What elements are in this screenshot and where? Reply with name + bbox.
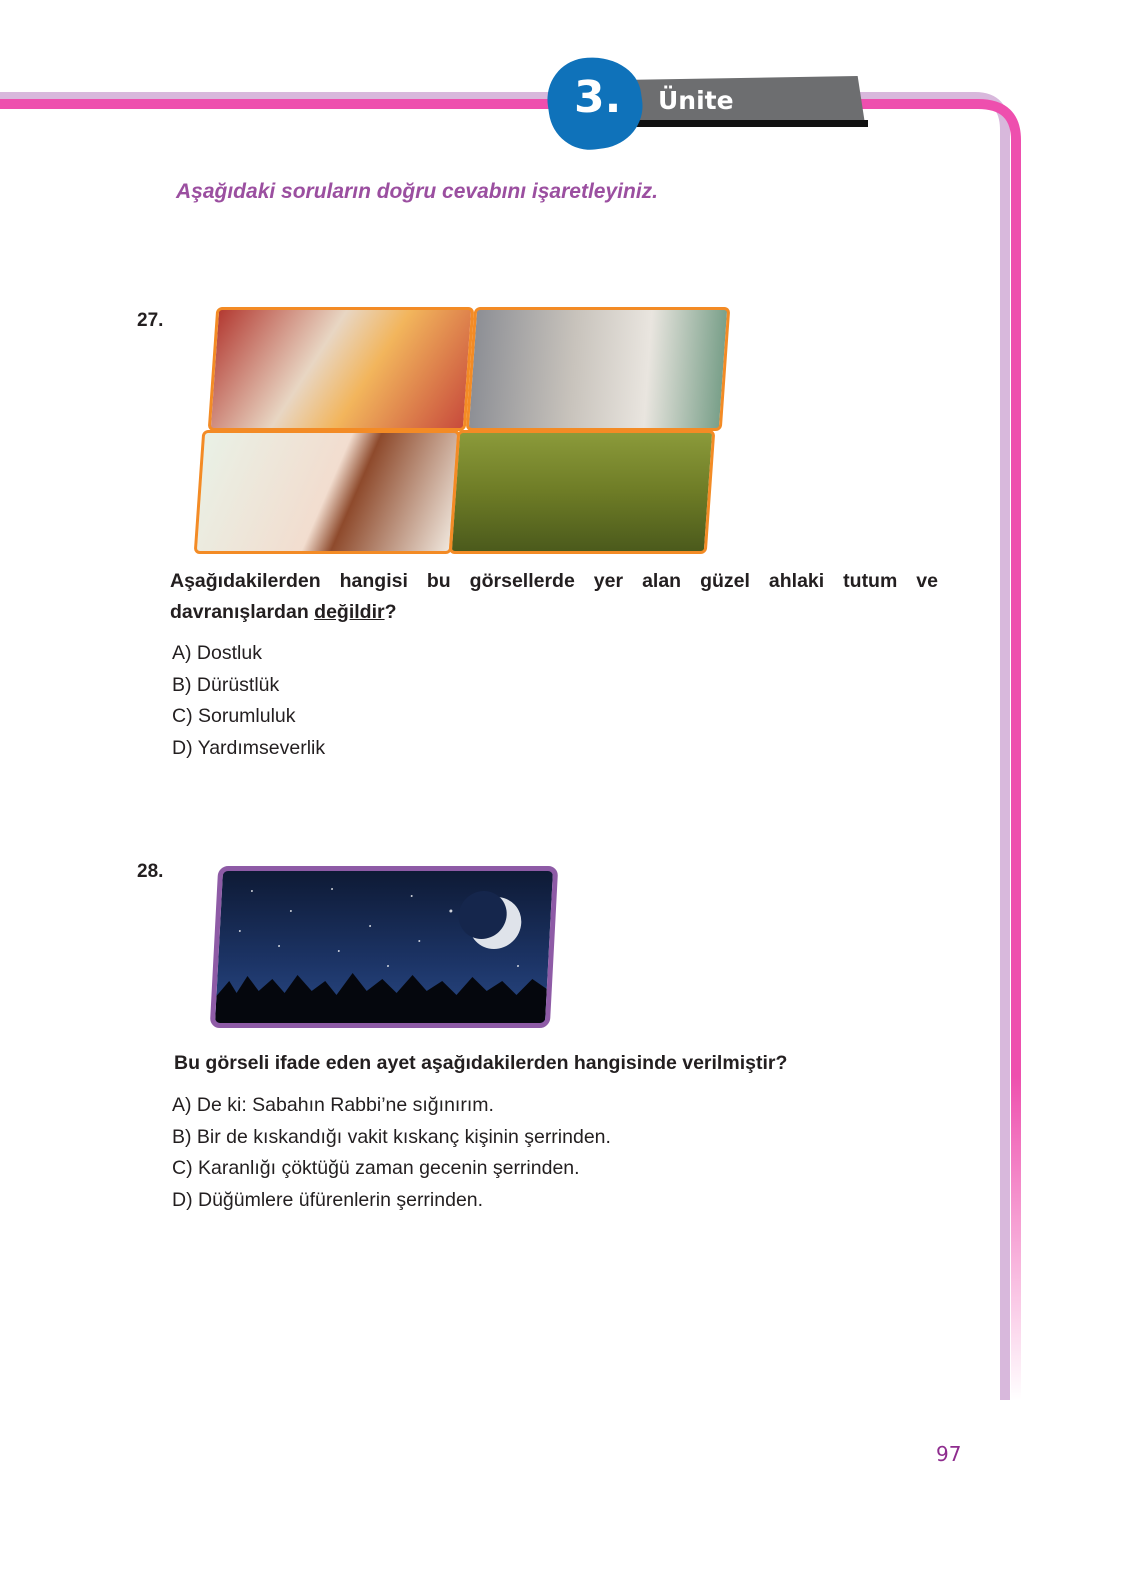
question-text: Bu görseli ifade eden ayet aşağıdakilerden hangisinde verilmiştir? bbox=[174, 1052, 788, 1074]
friends-in-field-photo bbox=[449, 430, 716, 554]
options-list bbox=[172, 1090, 611, 1216]
forest-silhouette bbox=[215, 973, 548, 1023]
night-sky-photo bbox=[210, 866, 558, 1028]
question-text-underlined: değildir bbox=[314, 601, 385, 623]
boy-studying-photo bbox=[466, 307, 731, 431]
night-sky-illustration bbox=[215, 871, 553, 1023]
option-b[interactable]: B) Bir de kıskandığı vakit kıskanç kişinin şerrinden. bbox=[172, 1125, 611, 1148]
unit-tab-shadow bbox=[620, 120, 868, 127]
helping-elderly-photo bbox=[194, 430, 461, 554]
option-d[interactable]: D) Yardımseverlik bbox=[172, 736, 326, 759]
question-number: 28. bbox=[137, 861, 164, 882]
option-c[interactable]: C) Karanlığı çöktüğü zaman gecenin şerrinden. bbox=[172, 1157, 580, 1179]
option-d[interactable]: D) Düğümlere üfürenlerin şerrinden. bbox=[172, 1188, 484, 1211]
options-list bbox=[172, 638, 325, 764]
unit-number: 3. bbox=[574, 72, 622, 123]
option-a[interactable]: A) De ki: Sabahın Rabbi’ne sığınırım. bbox=[172, 1094, 494, 1116]
question-number: 27. bbox=[137, 310, 164, 331]
unit-label: Ünite bbox=[658, 86, 734, 115]
option-b[interactable]: B) Dürüstlük bbox=[172, 673, 280, 696]
question-text bbox=[170, 566, 938, 628]
option-c[interactable]: C) Sorumluluk bbox=[172, 705, 296, 727]
page-number: 97 bbox=[936, 1442, 962, 1466]
unit-tab bbox=[620, 76, 865, 126]
instruction: Aşağıdaki soruların doğru cevabını işaretleyiniz. bbox=[176, 180, 658, 203]
question-text-part: ? bbox=[384, 601, 397, 623]
question-text-part: Aşağıdakilerden hangisi bu görsellerde yer alan güzel ahlaki tutum ve davranışlardan bbox=[170, 570, 938, 623]
soup-sharing-photo bbox=[208, 307, 475, 431]
option-a[interactable]: A) Dostluk bbox=[172, 642, 262, 664]
